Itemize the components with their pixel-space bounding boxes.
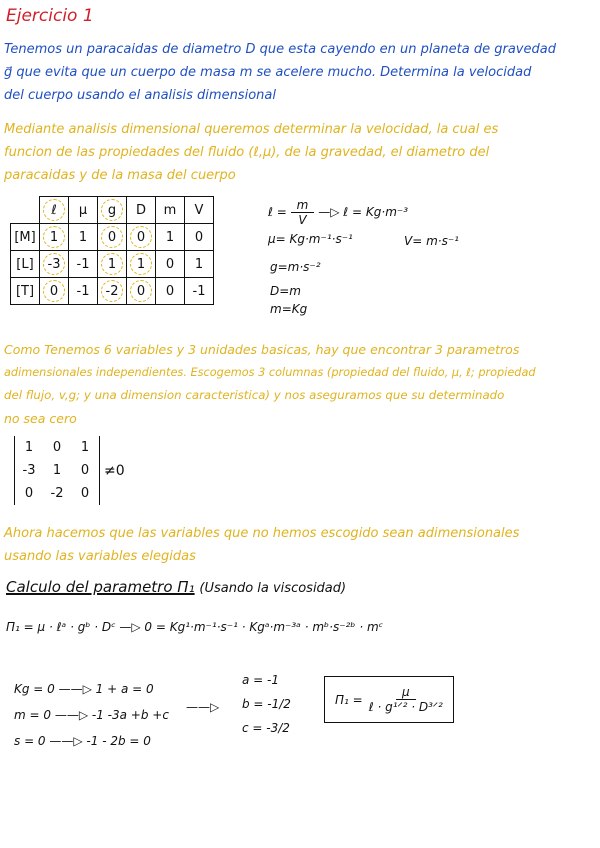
determinant-cell: 0	[80, 463, 90, 478]
determinant-cell: -2	[50, 486, 64, 501]
density-numerator: m	[291, 198, 315, 213]
pi1-result-numerator: μ	[396, 685, 416, 700]
row-label: [M]	[11, 224, 40, 251]
system-equation: Kg = 0 ——▷ 1 + a = 0	[14, 682, 154, 696]
table-corner	[11, 197, 40, 224]
viscosity-units: μ= Kg·m⁻¹·s⁻¹	[268, 232, 353, 246]
header-m: m	[156, 197, 185, 224]
determinant-cell: 1	[24, 440, 34, 455]
intro-line: paracaidas y de la masa del cuerpo	[4, 168, 236, 183]
header-mu: μ	[69, 197, 98, 224]
determinant-cell: 1	[52, 463, 62, 478]
selection-line: del flujo, v,g; y una dimension caracteristica) y nos aseguramos que su determinado	[4, 388, 505, 402]
density-symbol: ℓ =	[268, 205, 287, 219]
table-cell: 1	[69, 224, 98, 251]
pi1-result-symbol: Π₁ =	[335, 692, 363, 707]
table-cell: 0	[127, 224, 156, 251]
table-cell: 0	[185, 224, 214, 251]
system-equation: s = 0 ——▷ -1 - 2b = 0	[14, 734, 151, 748]
table-cell: 1	[98, 251, 127, 278]
pi1-solutions	[242, 668, 291, 740]
table-row	[11, 224, 214, 251]
solution-value: a = -1	[242, 673, 280, 687]
density-fraction	[291, 198, 315, 227]
row-label: [T]	[11, 278, 40, 305]
table-cell: 0	[156, 251, 185, 278]
header-g: g	[98, 197, 127, 224]
table-row	[11, 278, 214, 305]
diameter-units: D=m	[270, 284, 301, 298]
selection-paragraph	[4, 338, 536, 430]
density-units	[268, 198, 408, 227]
gravity-units: g=m·s⁻²	[270, 260, 321, 274]
table-cell: 0	[40, 278, 69, 305]
row-label: [L]	[11, 251, 40, 278]
velocity-units: V= m·s⁻¹	[404, 234, 459, 248]
dimensional-matrix	[10, 196, 214, 305]
solution-value: b = -1/2	[242, 697, 291, 711]
pi1-equation: Π₁ = μ · ℓᵃ · gᵇ · Dᶜ —▷ 0 = Kg¹·m⁻¹·s⁻¹ · Kgᵃ·m⁻³ᵃ · mᵇ·s⁻²ᵇ · mᶜ	[6, 620, 384, 634]
density-denominator: V	[298, 213, 307, 227]
problem-statement	[4, 38, 556, 107]
exercise-title: Ejercicio 1	[6, 6, 94, 26]
header-v: V	[185, 197, 214, 224]
pi1-note: (Usando la viscosidad)	[199, 581, 347, 596]
table-cell: -1	[69, 251, 98, 278]
table-cell: -1	[185, 278, 214, 305]
pi1-result-denominator: ℓ · g¹ᐟ² · D³ᐟ²	[368, 700, 443, 714]
determinant-cell: 0	[80, 486, 90, 501]
table-cell: -2	[98, 278, 127, 305]
implies-arrow-icon: ——▷	[186, 700, 220, 714]
problem-line: g⃗ que evita que un cuerpo de masa m se acelere mucho. Determina la velocidad	[4, 65, 532, 80]
determinant-row	[15, 436, 100, 459]
pi1-system	[14, 676, 169, 754]
table-row	[11, 251, 214, 278]
determinant	[14, 436, 125, 505]
pi1-heading: Calculo del parametro Π₁	[6, 578, 195, 596]
table-cell: 1	[127, 251, 156, 278]
table-cell: -1	[69, 278, 98, 305]
determinant-result: ≠0	[104, 462, 125, 479]
system-equation: m = 0 ——▷ -1 -3a +b +c	[14, 708, 169, 722]
next-paragraph	[4, 522, 519, 568]
header-d: D	[127, 197, 156, 224]
next-line: Ahora hacemos que las variables que no hemos escogido sean adimensionales	[4, 526, 520, 541]
selection-line: no sea cero	[4, 411, 77, 426]
pi1-heading-row	[6, 578, 346, 596]
problem-line: Tenemos un paracaidas de diametro D que esta cayendo en un planeta de gravedad	[4, 42, 556, 57]
mass-units: m=Kg	[270, 302, 308, 316]
table-cell: -3	[40, 251, 69, 278]
determinant-cell: 0	[52, 440, 62, 455]
table-cell: 1	[40, 224, 69, 251]
selection-line: Como Tenemos 6 variables y 3 unidades basicas, hay que encontrar 3 parametros	[4, 342, 520, 357]
solution-value: c = -3/2	[242, 721, 290, 735]
determinant-row	[15, 459, 100, 482]
intro-line: funcion de las propiedades del fluido (ℓ,μ), de la gravedad, el diametro del	[4, 145, 490, 160]
table-cell: 0	[156, 278, 185, 305]
pi1-result-box	[324, 676, 454, 723]
determinant-cell: 1	[80, 440, 90, 455]
table-cell: 0	[98, 224, 127, 251]
pi1-result-fraction	[369, 685, 443, 714]
determinant-cell: 0	[24, 486, 34, 501]
intro-paragraph	[4, 118, 498, 187]
selection-line: adimensionales independientes. Escogemos 3 columnas (propiedad del fluido, μ, ℓ; propiedad	[4, 366, 536, 379]
intro-line: Mediante analisis dimensional queremos determinar la velocidad, la cual es	[4, 122, 499, 137]
table-header-row	[11, 197, 214, 224]
arrow-icon: —▷	[318, 205, 340, 219]
table-cell: 1	[185, 251, 214, 278]
determinant-cell: -3	[22, 463, 36, 478]
density-result: ℓ = Kg·m⁻³	[343, 205, 409, 219]
next-line: usando las variables elegidas	[4, 549, 196, 564]
header-rho: ℓ	[40, 197, 69, 224]
table-cell: 0	[127, 278, 156, 305]
determinant-row	[15, 482, 100, 505]
problem-line: del cuerpo usando el analisis dimensional	[4, 88, 276, 103]
table-cell: 1	[156, 224, 185, 251]
